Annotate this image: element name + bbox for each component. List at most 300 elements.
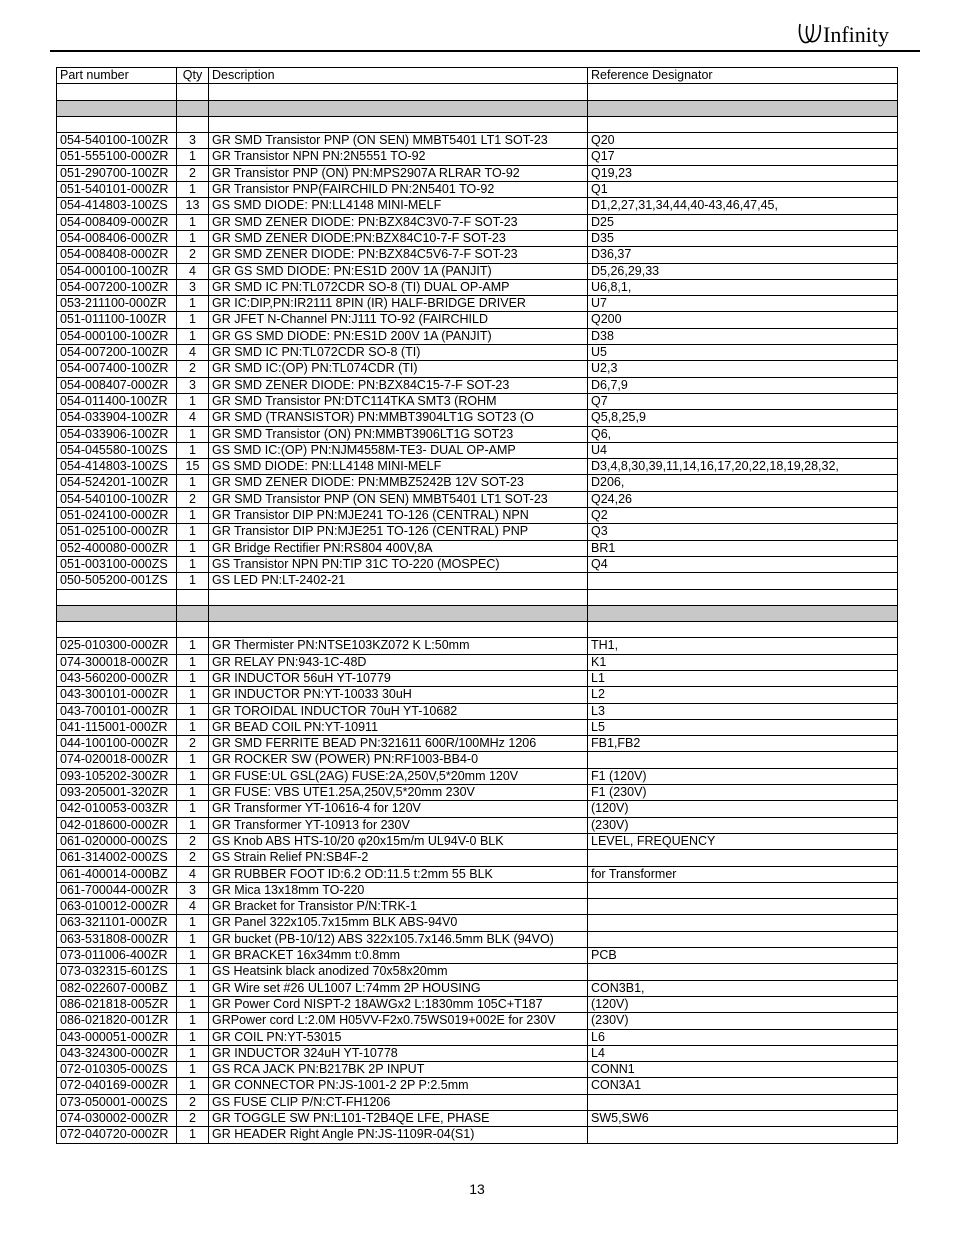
cell-reference-designator (588, 915, 898, 931)
cell-description: GR CONNECTOR PN:JS-1001-2 2P P:2.5mm (209, 1078, 588, 1094)
cell-part-number: 074-020018-000ZR (57, 752, 177, 768)
cell-part-number: 044-100100-000ZR (57, 736, 177, 752)
cell-qty: 1 (177, 638, 209, 654)
cell-qty: 4 (177, 263, 209, 279)
cell-reference-designator: L2 (588, 687, 898, 703)
cell-description: GR Transistor NPN PN:2N5551 TO-92 (209, 149, 588, 165)
cell-reference-designator: Q6, (588, 426, 898, 442)
cell-reference-designator: D5,26,29,33 (588, 263, 898, 279)
column-header-description: Description (209, 68, 588, 84)
cell-reference-designator: F1 (120V) (588, 768, 898, 784)
cell-reference-designator: Q4 (588, 556, 898, 572)
cell-part-number: 054-045580-100ZS (57, 442, 177, 458)
cell-qty: 1 (177, 687, 209, 703)
table-row (57, 833, 898, 849)
cell-description: GR Bracket for Transistor P/N:TRK-1 (209, 899, 588, 915)
column-header-part-number: Part number (57, 68, 177, 84)
table-row (57, 703, 898, 719)
cell-qty: 1 (177, 573, 209, 589)
table-row (57, 345, 898, 361)
cell-qty: 3 (177, 377, 209, 393)
cell-description: GR Transformer YT-10913 for 230V (209, 817, 588, 833)
cell-description: GR INDUCTOR 56uH YT-10779 (209, 670, 588, 686)
cell-qty: 2 (177, 850, 209, 866)
cell-reference-designator (588, 752, 898, 768)
table-row (57, 296, 898, 312)
cell-description: GS SMD IC:(OP) PN:NJM4558M-TE3- DUAL OP-AMP (209, 442, 588, 458)
cell-reference-designator: FB1,FB2 (588, 736, 898, 752)
cell-part-number: 051-290700-100ZR (57, 165, 177, 181)
cell-reference-designator: L5 (588, 719, 898, 735)
cell-qty (177, 589, 209, 605)
cell-description: GR HEADER Right Angle PN:JS-1109R-04(S1) (209, 1127, 588, 1143)
table-row (57, 182, 898, 198)
cell-qty: 1 (177, 785, 209, 801)
table-row (57, 1045, 898, 1061)
cell-reference-designator: U4 (588, 442, 898, 458)
cell-part-number: 041-115001-000ZR (57, 719, 177, 735)
cell-qty: 1 (177, 182, 209, 198)
table-row (57, 736, 898, 752)
cell-reference-designator (588, 1127, 898, 1143)
table-row (57, 980, 898, 996)
cell-reference-designator: SW5,SW6 (588, 1111, 898, 1127)
table-row (57, 638, 898, 654)
cell-reference-designator: K1 (588, 654, 898, 670)
cell-part-number: 042-010053-003ZR (57, 801, 177, 817)
table-row (57, 899, 898, 915)
cell-description: GR ROCKER SW (POWER) PN:RF1003-BB4-0 (209, 752, 588, 768)
cell-part-number (57, 84, 177, 100)
table-row (57, 312, 898, 328)
table-row (57, 1013, 898, 1029)
blank-row (57, 589, 898, 605)
cell-qty: 13 (177, 198, 209, 214)
cell-reference-designator: D3,4,8,30,39,11,14,16,17,20,22,18,19,28,32, (588, 459, 898, 475)
cell-part-number: 052-400080-000ZR (57, 540, 177, 556)
cell-part-number: 042-018600-000ZR (57, 817, 177, 833)
cell-reference-designator (588, 573, 898, 589)
cell-description: GR JFET N-Channel PN:J111 TO-92 (FAIRCHILD (209, 312, 588, 328)
cell-part-number (57, 605, 177, 621)
cell-reference-designator: F1 (230V) (588, 785, 898, 801)
table-row (57, 801, 898, 817)
cell-description: GR Power Cord NISPT-2 18AWGx2 L:1830mm 105C+T187 (209, 996, 588, 1012)
table-row (57, 850, 898, 866)
cell-description: GS SMD DIODE: PN:LL4148 MINI-MELF (209, 198, 588, 214)
cell-description (209, 100, 588, 116)
table-row (57, 410, 898, 426)
cell-qty: 1 (177, 524, 209, 540)
table-row (57, 491, 898, 507)
cell-qty: 1 (177, 1062, 209, 1078)
cell-description (209, 622, 588, 638)
cell-qty: 1 (177, 296, 209, 312)
cell-qty: 2 (177, 1111, 209, 1127)
cell-description (209, 116, 588, 132)
cell-description: GR bucket (PB-10/12) ABS 322x105.7x146.5mm BLK (94VO) (209, 931, 588, 947)
table-row (57, 948, 898, 964)
cell-qty: 3 (177, 133, 209, 149)
blank-row (57, 116, 898, 132)
table-row (57, 573, 898, 589)
cell-description (209, 84, 588, 100)
table-row (57, 964, 898, 980)
cell-qty: 2 (177, 491, 209, 507)
infinity-logo (796, 14, 908, 50)
cell-description: GR COIL PN:YT-53015 (209, 1029, 588, 1045)
cell-part-number: 051-025100-000ZR (57, 524, 177, 540)
cell-part-number: 043-300101-000ZR (57, 687, 177, 703)
cell-reference-designator: Q1 (588, 182, 898, 198)
table-row (57, 882, 898, 898)
cell-description: GR SMD ZENER DIODE: PN:BZX84C5V6-7-F SOT-23 (209, 247, 588, 263)
table-row (57, 508, 898, 524)
table-row (57, 687, 898, 703)
cell-description: GR TOROIDAL INDUCTOR 70uH YT-10682 (209, 703, 588, 719)
header-rule (50, 50, 920, 52)
table-row (57, 247, 898, 263)
cell-part-number: 063-531808-000ZR (57, 931, 177, 947)
cell-description: GS Heatsink black anodized 70x58x20mm (209, 964, 588, 980)
cell-description: GR BEAD COIL PN:YT-10911 (209, 719, 588, 735)
cell-part-number: 043-700101-000ZR (57, 703, 177, 719)
table-row (57, 361, 898, 377)
cell-qty: 1 (177, 508, 209, 524)
cell-reference-designator: Q2 (588, 508, 898, 524)
cell-qty: 1 (177, 556, 209, 572)
cell-qty: 1 (177, 915, 209, 931)
cell-description: GRPower cord L:2.0M H05VV-F2x0.75WS019+002E for 230V (209, 1013, 588, 1029)
cell-qty: 3 (177, 279, 209, 295)
cell-qty: 2 (177, 165, 209, 181)
cell-part-number: 051-003100-000ZS (57, 556, 177, 572)
cell-part-number: 086-021818-005ZR (57, 996, 177, 1012)
cell-part-number: 043-560200-000ZR (57, 670, 177, 686)
cell-part-number: 086-021820-001ZR (57, 1013, 177, 1029)
cell-qty: 2 (177, 247, 209, 263)
cell-description: GR SMD Transistor PN:DTC114TKA SMT3 (ROHM (209, 393, 588, 409)
cell-description: GR INDUCTOR PN:YT-10033 30uH (209, 687, 588, 703)
cell-description (209, 605, 588, 621)
cell-qty: 1 (177, 230, 209, 246)
cell-description: GR Bridge Rectifier PN:RS804 400V,8A (209, 540, 588, 556)
cell-description: GR Transistor PNP(FAIRCHILD PN:2N5401 TO-92 (209, 182, 588, 198)
table-row (57, 540, 898, 556)
table-row (57, 768, 898, 784)
cell-part-number: 054-007200-100ZR (57, 279, 177, 295)
column-header-reference-designator: Reference Designator (588, 68, 898, 84)
cell-description (209, 589, 588, 605)
cell-qty: 1 (177, 703, 209, 719)
table-row (57, 1094, 898, 1110)
cell-reference-designator (588, 605, 898, 621)
cell-reference-designator: L3 (588, 703, 898, 719)
cell-part-number: 051-540101-000ZR (57, 182, 177, 198)
cell-reference-designator: Q200 (588, 312, 898, 328)
cell-part-number: 054-540100-100ZR (57, 133, 177, 149)
cell-part-number (57, 116, 177, 132)
table-row (57, 133, 898, 149)
cell-part-number: 051-024100-000ZR (57, 508, 177, 524)
cell-qty: 1 (177, 1127, 209, 1143)
table-row (57, 931, 898, 947)
cell-reference-designator: LEVEL, FREQUENCY (588, 833, 898, 849)
cell-description: GS RCA JACK PN:B217BK 2P INPUT (209, 1062, 588, 1078)
table-row (57, 524, 898, 540)
cell-description: GR FUSE: VBS UTE1.25A,250V,5*20mm 230V (209, 785, 588, 801)
table-row (57, 198, 898, 214)
cell-reference-designator: (230V) (588, 1013, 898, 1029)
cell-qty: 4 (177, 410, 209, 426)
cell-part-number: 054-414803-100ZS (57, 198, 177, 214)
cell-reference-designator: (120V) (588, 801, 898, 817)
cell-qty (177, 100, 209, 116)
cell-part-number: 054-008406-000ZR (57, 230, 177, 246)
table-row (57, 1111, 898, 1127)
cell-description: GS SMD DIODE: PN:LL4148 MINI-MELF (209, 459, 588, 475)
cell-description: GR TOGGLE SW PN:L101-T2B4QE LFE, PHASE (209, 1111, 588, 1127)
cell-qty: 1 (177, 1013, 209, 1029)
cell-part-number: 082-022607-000BZ (57, 980, 177, 996)
cell-description: GS Transistor NPN PN:TIP 31C TO-220 (MOSPEC) (209, 556, 588, 572)
cell-qty: 2 (177, 361, 209, 377)
cell-reference-designator (588, 931, 898, 947)
cell-part-number: 093-105202-300ZR (57, 768, 177, 784)
cell-part-number: 054-033904-100ZR (57, 410, 177, 426)
cell-qty: 4 (177, 345, 209, 361)
cell-part-number: 054-008409-000ZR (57, 214, 177, 230)
cell-qty (177, 116, 209, 132)
cell-part-number: 072-010305-000ZS (57, 1062, 177, 1078)
table-row (57, 263, 898, 279)
cell-part-number: 073-032315-601ZS (57, 964, 177, 980)
cell-qty: 1 (177, 801, 209, 817)
cell-reference-designator (588, 882, 898, 898)
cell-part-number: 053-211100-000ZR (57, 296, 177, 312)
cell-qty (177, 605, 209, 621)
parts-table (56, 67, 898, 1144)
cell-qty: 3 (177, 882, 209, 898)
section-divider-row (57, 100, 898, 116)
cell-description: GR SMD IC:(OP) PN:TL074CDR (TI) (209, 361, 588, 377)
cell-qty: 1 (177, 931, 209, 947)
logo-wordmark: Infinity (823, 22, 889, 47)
table-row (57, 442, 898, 458)
cell-part-number: 050-505200-001ZS (57, 573, 177, 589)
cell-part-number: 074-300018-000ZR (57, 654, 177, 670)
cell-reference-designator (588, 964, 898, 980)
table-row (57, 426, 898, 442)
cell-reference-designator: D38 (588, 328, 898, 344)
cell-qty: 1 (177, 964, 209, 980)
cell-reference-designator: CONN1 (588, 1062, 898, 1078)
cell-reference-designator (588, 100, 898, 116)
table-row (57, 214, 898, 230)
cell-part-number: 054-414803-100ZS (57, 459, 177, 475)
cell-description: GR Thermister PN:NTSE103KZ072 K L:50mm (209, 638, 588, 654)
cell-part-number: 054-540100-100ZR (57, 491, 177, 507)
cell-description: GR Panel 322x105.7x15mm BLK ABS-94V0 (209, 915, 588, 931)
cell-qty: 1 (177, 1045, 209, 1061)
cell-qty (177, 84, 209, 100)
cell-part-number: 054-008408-000ZR (57, 247, 177, 263)
table-row (57, 996, 898, 1012)
column-header-qty: Qty (177, 68, 209, 84)
cell-description: GR FUSE:UL GSL(2AG) FUSE:2A,250V,5*20mm 120V (209, 768, 588, 784)
cell-reference-designator (588, 84, 898, 100)
cell-part-number: 072-040169-000ZR (57, 1078, 177, 1094)
section-divider-row (57, 605, 898, 621)
cell-reference-designator: CON3A1 (588, 1078, 898, 1094)
cell-reference-designator (588, 589, 898, 605)
cell-qty: 4 (177, 866, 209, 882)
cell-qty: 1 (177, 442, 209, 458)
cell-reference-designator: D25 (588, 214, 898, 230)
cell-description: GR Transistor PNP (ON) PN:MPS2907A RLRAR TO-92 (209, 165, 588, 181)
cell-reference-designator: U5 (588, 345, 898, 361)
table-row (57, 752, 898, 768)
table-row (57, 279, 898, 295)
cell-part-number: 072-040720-000ZR (57, 1127, 177, 1143)
cell-qty: 1 (177, 426, 209, 442)
cell-description: GS Knob ABS HTS-10/20 φ20x15m/m UL94V-0 BLK (209, 833, 588, 849)
cell-reference-designator: U2,3 (588, 361, 898, 377)
cell-description: GR GS SMD DIODE: PN:ES1D 200V 1A (PANJIT) (209, 328, 588, 344)
cell-part-number: 043-324300-000ZR (57, 1045, 177, 1061)
table-row (57, 719, 898, 735)
cell-description: GR RELAY PN:943-1C-48D (209, 654, 588, 670)
cell-part-number: 054-033906-100ZR (57, 426, 177, 442)
cell-part-number: 061-020000-000ZS (57, 833, 177, 849)
cell-reference-designator: L6 (588, 1029, 898, 1045)
cell-qty: 1 (177, 719, 209, 735)
cell-description: GS LED PN:LT-2402-21 (209, 573, 588, 589)
table-row (57, 1127, 898, 1143)
cell-qty: 1 (177, 948, 209, 964)
cell-qty: 1 (177, 1029, 209, 1045)
cell-part-number: 054-011400-100ZR (57, 393, 177, 409)
cell-description: GR Transistor DIP PN:MJE241 TO-126 (CENTRAL) NPN (209, 508, 588, 524)
table-row (57, 670, 898, 686)
cell-description: GR SMD FERRITE BEAD PN:321611 600R/100MHz 1206 (209, 736, 588, 752)
cell-part-number: 063-010012-000ZR (57, 899, 177, 915)
cell-qty: 1 (177, 540, 209, 556)
blank-row (57, 84, 898, 100)
cell-reference-designator: (120V) (588, 996, 898, 1012)
cell-part-number: 051-555100-000ZR (57, 149, 177, 165)
cell-part-number: 074-030002-000ZR (57, 1111, 177, 1127)
cell-part-number: 054-008407-000ZR (57, 377, 177, 393)
cell-reference-designator: for Transformer (588, 866, 898, 882)
table-row (57, 475, 898, 491)
cell-reference-designator: PCB (588, 948, 898, 964)
cell-part-number: 054-007400-100ZR (57, 361, 177, 377)
cell-description: GS Strain Relief PN:SB4F-2 (209, 850, 588, 866)
cell-part-number: 061-700044-000ZR (57, 882, 177, 898)
cell-qty: 1 (177, 996, 209, 1012)
cell-qty: 15 (177, 459, 209, 475)
cell-qty: 1 (177, 768, 209, 784)
cell-qty: 1 (177, 817, 209, 833)
cell-qty: 1 (177, 752, 209, 768)
table-row (57, 149, 898, 165)
table-row (57, 1078, 898, 1094)
parts-table-body (57, 84, 898, 1143)
cell-qty: 1 (177, 312, 209, 328)
cell-reference-designator: TH1, (588, 638, 898, 654)
cell-part-number: 025-010300-000ZR (57, 638, 177, 654)
cell-description: GR SMD (TRANSISTOR) PN:MMBT3904LT1G SOT23 (O (209, 410, 588, 426)
table-row (57, 377, 898, 393)
cell-part-number: 073-050001-000ZS (57, 1094, 177, 1110)
cell-qty: 4 (177, 899, 209, 915)
cell-qty: 1 (177, 149, 209, 165)
cell-part-number: 061-400014-000BZ (57, 866, 177, 882)
cell-part-number: 051-011100-100ZR (57, 312, 177, 328)
cell-qty: 1 (177, 214, 209, 230)
cell-reference-designator (588, 116, 898, 132)
table-row (57, 915, 898, 931)
cell-description: GR SMD Transistor PNP (ON SEN) MMBT5401 LT1 SOT-23 (209, 133, 588, 149)
blank-row (57, 622, 898, 638)
cell-qty: 1 (177, 670, 209, 686)
cell-reference-designator (588, 850, 898, 866)
cell-qty: 2 (177, 1094, 209, 1110)
cell-qty: 1 (177, 654, 209, 670)
table-row (57, 393, 898, 409)
cell-qty: 2 (177, 736, 209, 752)
cell-reference-designator: D1,2,27,31,34,44,40-43,46,47,45, (588, 198, 898, 214)
cell-qty: 1 (177, 980, 209, 996)
cell-description: GR Mica 13x18mm TO-220 (209, 882, 588, 898)
cell-part-number: 054-524201-100ZR (57, 475, 177, 491)
cell-qty: 1 (177, 1078, 209, 1094)
cell-part-number (57, 589, 177, 605)
infinity-logo-mark (796, 14, 908, 50)
cell-description: GR INDUCTOR 324uH YT-10778 (209, 1045, 588, 1061)
cell-description: GR SMD Transistor (ON) PN:MMBT3906LT1G SOT23 (209, 426, 588, 442)
cell-reference-designator: D6,7,9 (588, 377, 898, 393)
table-header-row (57, 68, 898, 84)
cell-part-number: 063-321101-000ZR (57, 915, 177, 931)
cell-reference-designator: D36,37 (588, 247, 898, 263)
cell-part-number: 054-007200-100ZR (57, 345, 177, 361)
cell-part-number (57, 100, 177, 116)
cell-part-number: 073-011006-400ZR (57, 948, 177, 964)
cell-reference-designator: Q7 (588, 393, 898, 409)
cell-description: GR GS SMD DIODE: PN:ES1D 200V 1A (PANJIT) (209, 263, 588, 279)
cell-description: GR Wire set #26 UL1007 L:74mm 2P HOUSING (209, 980, 588, 996)
cell-description: GR Transistor DIP PN:MJE251 TO-126 (CENTRAL) PNP (209, 524, 588, 540)
cell-description: GR SMD ZENER DIODE: PN:BZX84C3V0-7-F SOT-23 (209, 214, 588, 230)
cell-reference-designator (588, 622, 898, 638)
cell-description: GR IC:DIP,PN:IR2111 8PIN (IR) HALF-BRIDGE DRIVER (209, 296, 588, 312)
cell-qty: 2 (177, 833, 209, 849)
cell-part-number: 093-205001-320ZR (57, 785, 177, 801)
cell-reference-designator: D206, (588, 475, 898, 491)
table-row (57, 1029, 898, 1045)
cell-reference-designator: CON3B1, (588, 980, 898, 996)
cell-reference-designator: Q24,26 (588, 491, 898, 507)
cell-description: GR RUBBER FOOT ID:6.2 OD:11.5 t:2mm 55 BLK (209, 866, 588, 882)
cell-description: GR SMD IC PN:TL072CDR SO-8 (TI) DUAL OP-AMP (209, 279, 588, 295)
cell-reference-designator: Q17 (588, 149, 898, 165)
cell-qty: 1 (177, 393, 209, 409)
table-row (57, 866, 898, 882)
cell-reference-designator: (230V) (588, 817, 898, 833)
cell-reference-designator: D35 (588, 230, 898, 246)
